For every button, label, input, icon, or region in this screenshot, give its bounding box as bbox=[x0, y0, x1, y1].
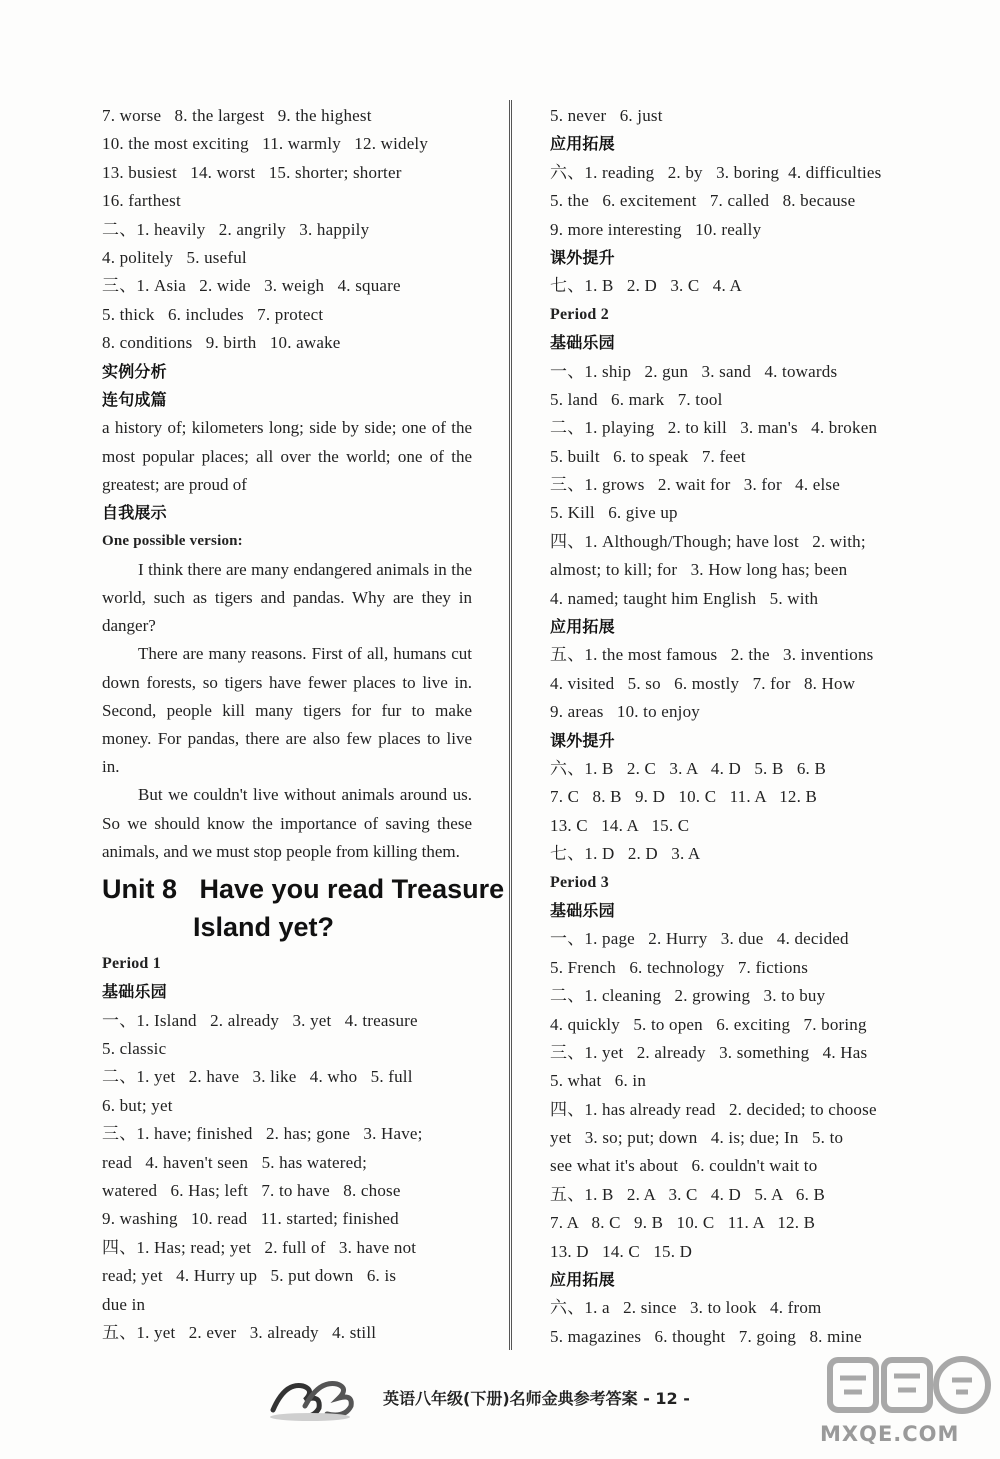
answer-line: 7. C 8. B 9. D 10. C 11. A 12. B bbox=[550, 787, 818, 807]
answer-line: 9. washing 10. read 11. started; finished bbox=[102, 1209, 399, 1229]
answer-line: 三、1. have; finished 2. has; gone 3. Have; bbox=[102, 1124, 423, 1144]
answer-line: 七、1. D 2. D 3. A bbox=[550, 844, 701, 864]
footer-text: 英语八年级(下册)名师金典参考答案 - 12 - bbox=[383, 1389, 690, 1408]
answer-line: due in bbox=[102, 1294, 146, 1314]
section-heading-ziwo: 自我展示 bbox=[102, 502, 167, 522]
unit-title-line-1: Unit 8 Have you read Treasure bbox=[102, 873, 505, 904]
answer-line: 10. the most exciting 11. warmly 12. widely bbox=[102, 134, 429, 154]
section-heading-jichu: 基础乐园 bbox=[102, 982, 167, 1002]
answer-line: 五、1. yet 2. ever 3. already 4. still bbox=[102, 1323, 377, 1342]
section-heading: 应用拓展 bbox=[550, 617, 615, 637]
answer-line: 六、1. reading 2. by 3. boring 4. difficulties bbox=[550, 162, 882, 182]
column-divider bbox=[509, 100, 512, 1350]
essay-paragraph-2: There are many reasons. First of all, humans cut down forests, so tigers have fewer places to live in. Second, people kill many tigers for fur to make money. For pandas, there are also few places to live in. bbox=[102, 644, 472, 777]
section-heading: 应用拓展 bbox=[550, 1270, 615, 1290]
section-heading: 基础乐园 bbox=[550, 333, 615, 353]
answer-line: 5. Kill 6. give up bbox=[550, 503, 678, 523]
answer-line: 一、1. Island 2. already 3. yet 4. treasure bbox=[102, 1010, 418, 1030]
answer-line: 6. but; yet bbox=[102, 1095, 173, 1115]
answer-line: 三、1. Asia 2. wide 3. weigh 4. square bbox=[102, 276, 401, 296]
answer-line: 5. what 6. in bbox=[550, 1071, 647, 1091]
essay-paragraph-3: But we couldn't live without animals around us. So we should know the importance of saving these animals, and we must stop people from killing them. bbox=[102, 785, 472, 861]
answer-line: 7. A 8. C 9. B 10. C 11. A 12. B bbox=[550, 1213, 816, 1233]
answer-line: 16. farthest bbox=[102, 191, 181, 211]
answer-line: 三、1. yet 2. already 3. something 4. Has bbox=[550, 1042, 868, 1062]
answer-watermark-icon bbox=[820, 1350, 995, 1425]
answer-line: 9. areas 10. to enjoy bbox=[550, 702, 701, 722]
section-heading-shili: 实例分析 bbox=[102, 361, 167, 381]
answer-line: 一、1. ship 2. gun 3. sand 4. towards bbox=[550, 361, 838, 381]
period-heading: Period 3 bbox=[550, 873, 609, 891]
unit-title bbox=[102, 870, 505, 946]
answer-line: watered 6. Has; left 7. to have 8. chose bbox=[102, 1181, 401, 1201]
page-footer bbox=[265, 1372, 745, 1422]
period-1-heading: Period 1 bbox=[102, 954, 161, 972]
answer-line: 9. more interesting 10. really bbox=[550, 219, 762, 239]
answer-line: 13. busiest 14. worst 15. shorter; shorter bbox=[102, 162, 402, 182]
section-heading: 课外提升 bbox=[550, 247, 615, 267]
answer-line: 三、1. grows 2. wait for 3. for 4. else bbox=[550, 475, 840, 495]
unit-title-line-2: Island yet? bbox=[193, 911, 335, 942]
answer-line: 五、1. B 2. A 3. C 4. D 5. A 6. B bbox=[550, 1184, 826, 1204]
answer-line: 5. magazines 6. thought 7. going 8. mine bbox=[550, 1326, 862, 1346]
answer-line: 5. built 6. to speak 7. feet bbox=[550, 446, 746, 466]
answer-line: 四、1. has already read 2. decided; to choose bbox=[550, 1099, 877, 1119]
answer-line: 六、1. a 2. since 3. to look 4. from bbox=[550, 1298, 822, 1318]
answer-line: 5. land 6. mark 7. tool bbox=[550, 389, 723, 409]
answer-block-1 bbox=[102, 102, 472, 358]
answer-line: 4. visited 5. so 6. mostly 7. for 8. How bbox=[550, 673, 856, 693]
left-column bbox=[102, 102, 505, 1347]
section-heading: 课外提升 bbox=[550, 730, 615, 750]
answer-line: 13. D 14. C 15. D bbox=[550, 1241, 693, 1261]
answer-line: 13. C 14. A 15. C bbox=[550, 815, 690, 835]
answer-line: 六、1. B 2. C 3. A 4. D 5. B 6. B bbox=[550, 758, 826, 778]
section-heading: 基础乐园 bbox=[550, 900, 615, 920]
period-heading: Period 2 bbox=[550, 305, 609, 323]
answer-line: 5. the 6. excitement 7. called 8. because bbox=[550, 191, 856, 211]
answer-line: read 4. haven't seen 5. has watered; bbox=[102, 1152, 368, 1172]
watermark bbox=[820, 1350, 995, 1455]
right-column bbox=[550, 102, 922, 1351]
watermark-text: MXQE.COM bbox=[820, 1422, 960, 1446]
section-heading-lianju: 连句成篇 bbox=[102, 389, 167, 409]
answer-line: 二、1. playing 2. to kill 3. man's 4. broken bbox=[550, 418, 878, 438]
answer-line: 5. classic bbox=[102, 1039, 167, 1059]
answer-line: 4. politely 5. useful bbox=[102, 247, 247, 267]
answer-block-2 bbox=[102, 1007, 472, 1348]
lianju-text: a history of; kilometers long; side by side; one of the most popular places; all over the world; one of the greatest; are proud of bbox=[102, 418, 472, 494]
answer-line: 七、1. B 2. D 3. C 4. A bbox=[550, 276, 742, 296]
answer-line: 7. worse 8. the largest 9. the highest bbox=[102, 106, 372, 125]
answer-line: 二、1. heavily 2. angrily 3. happily bbox=[102, 219, 370, 239]
answer-line: 五、1. the most famous 2. the 3. inventions bbox=[550, 645, 874, 665]
essay-paragraph-1: I think there are many endangered animals in the world, such as tigers and pandas. Why are they in danger? bbox=[102, 559, 472, 636]
book-logo-icon bbox=[265, 1372, 355, 1422]
answer-line: 5. thick 6. includes 7. protect bbox=[102, 304, 324, 324]
answer-line: 4. quickly 5. to open 6. exciting 7. boring bbox=[550, 1014, 867, 1034]
possible-version-label: One possible version: bbox=[102, 533, 243, 550]
answer-line: yet 3. so; put; down 4. is; due; In 5. to bbox=[550, 1128, 844, 1148]
answer-line: see what it's about 6. couldn't wait to bbox=[550, 1156, 818, 1176]
answer-line: almost; to kill; for 3. How long has; been bbox=[550, 560, 848, 580]
answer-line: read; yet 4. Hurry up 5. put down 6. is bbox=[102, 1266, 397, 1286]
answer-line: 二、1. yet 2. have 3. like 4. who 5. full bbox=[102, 1067, 413, 1087]
answer-line: 四、1. Although/Though; have lost 2. with; bbox=[550, 531, 866, 551]
answer-line: 一、1. page 2. Hurry 3. due 4. decided bbox=[550, 929, 849, 949]
section-heading: 应用拓展 bbox=[550, 134, 615, 154]
answer-line: 4. named; taught him English 5. with bbox=[550, 588, 819, 608]
answer-line: 8. conditions 9. birth 10. awake bbox=[102, 333, 341, 353]
answer-line: 5. French 6. technology 7. fictions bbox=[550, 957, 809, 977]
answer-line: 四、1. Has; read; yet 2. full of 3. have not bbox=[102, 1237, 417, 1257]
answer-line: 5. never 6. just bbox=[550, 106, 663, 125]
answer-line: 二、1. cleaning 2. growing 3. to buy bbox=[550, 986, 826, 1006]
